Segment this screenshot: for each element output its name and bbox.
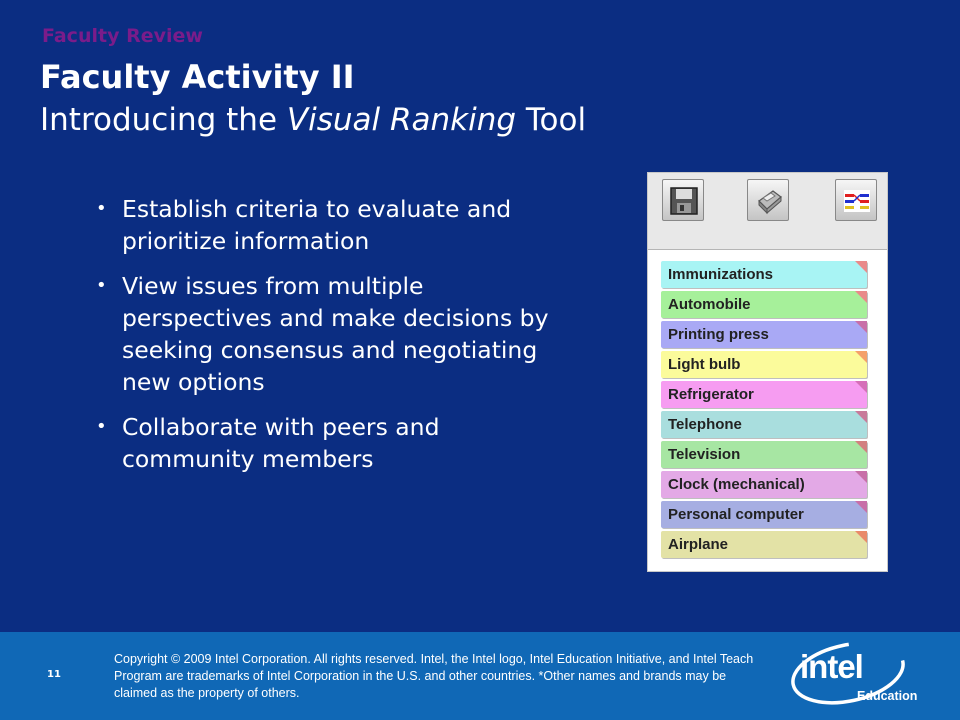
ranking-item-label: Telephone — [668, 416, 742, 433]
ranking-item-label: Light bulb — [668, 356, 741, 373]
bullet-dot-icon: • — [96, 275, 107, 296]
subtitle-pre: Introducing the — [40, 102, 287, 138]
item-corner-tab-icon — [855, 411, 867, 423]
ranking-item[interactable] — [661, 291, 867, 318]
bullet-item — [96, 270, 576, 398]
ranking-item-label: Clock (mechanical) — [668, 476, 805, 493]
save-icon — [668, 185, 700, 217]
subtitle-post: Tool — [516, 102, 587, 138]
ranking-item[interactable] — [661, 531, 867, 558]
item-corner-tab-icon — [855, 321, 867, 333]
bullet-item — [96, 193, 576, 257]
item-corner-tab-icon — [855, 531, 867, 543]
ranking-item[interactable] — [661, 501, 867, 528]
bullet-list — [96, 193, 576, 488]
slide-title: Faculty Activity II — [40, 58, 355, 96]
ranking-item[interactable] — [661, 261, 867, 288]
compare-icon — [841, 185, 873, 217]
bullet-text: Collaborate with peers and community members — [122, 413, 440, 473]
page-number: 11 — [47, 669, 61, 680]
bullet-text: Establish criteria to evaluate and prioritize information — [122, 195, 512, 255]
ranking-item[interactable] — [661, 321, 867, 348]
ranking-toolbar — [648, 173, 887, 250]
item-corner-tab-icon — [855, 471, 867, 483]
bullet-text: View issues from multiple perspectives and make decisions by seeking consensus and negotiating new options — [122, 272, 549, 396]
ranking-item[interactable] — [661, 381, 867, 408]
ranking-item[interactable] — [661, 351, 867, 378]
ranking-item-label: Refrigerator — [668, 386, 754, 403]
ranking-item[interactable] — [661, 471, 867, 498]
slide-subtitle — [40, 102, 586, 138]
copyright-text: Copyright © 2009 Intel Corporation. All rights reserved. Intel, the Intel logo, Intel Education Initiative, and Intel Teach Program are trademarks of Intel Corporation in the U.S. and other countries. *Other names and brands may be claimed as the property of others. — [114, 652, 754, 700]
save-button[interactable] — [662, 179, 704, 221]
item-corner-tab-icon — [855, 501, 867, 513]
ranking-item-label: Television — [668, 446, 741, 463]
visual-ranking-panel — [647, 172, 888, 572]
printer-icon — [753, 185, 785, 217]
ranking-item-label: Automobile — [668, 296, 751, 313]
section-kicker: Faculty Review — [42, 25, 203, 47]
bullet-item — [96, 411, 576, 475]
bullet-dot-icon: • — [96, 416, 107, 437]
item-corner-tab-icon — [855, 441, 867, 453]
intel-logo-education: Education — [857, 689, 918, 703]
ranking-item[interactable] — [661, 441, 867, 468]
ranking-item[interactable] — [661, 411, 867, 438]
subtitle-emphasis: Visual Ranking — [286, 102, 517, 138]
intel-logo-wordmark: intel — [800, 648, 863, 685]
print-button[interactable] — [747, 179, 789, 221]
ranking-item-label: Printing press — [668, 326, 769, 343]
ranking-list — [661, 261, 867, 561]
item-corner-tab-icon — [855, 381, 867, 393]
ranking-item-label: Immunizations — [668, 266, 774, 283]
ranking-item-label: Airplane — [668, 536, 729, 553]
compare-button[interactable] — [835, 179, 877, 221]
item-corner-tab-icon — [855, 291, 867, 303]
item-corner-tab-icon — [855, 351, 867, 363]
item-corner-tab-icon — [855, 261, 867, 273]
ranking-item-label: Personal computer — [668, 506, 804, 523]
bullet-dot-icon: • — [96, 198, 107, 219]
